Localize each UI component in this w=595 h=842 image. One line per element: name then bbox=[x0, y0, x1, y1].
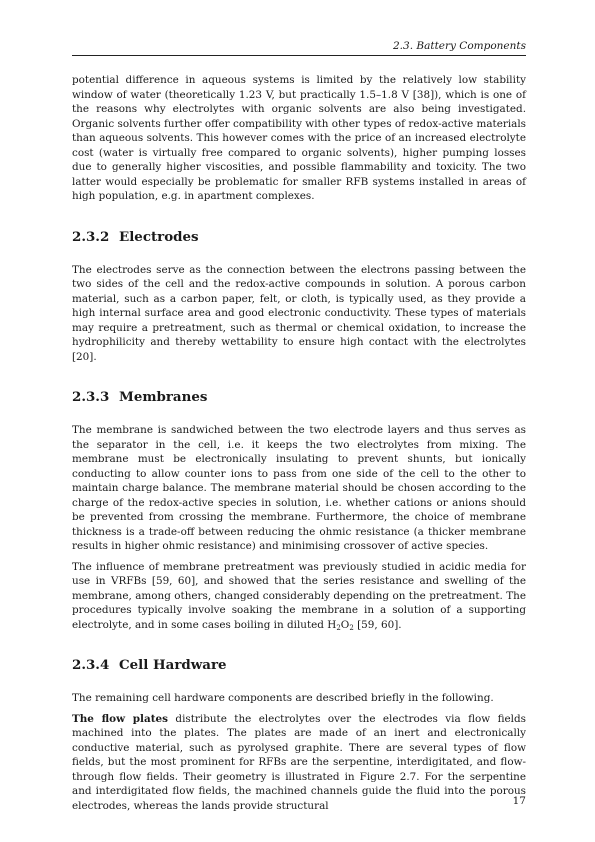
paragraph-text: [59, 60]. bbox=[353, 618, 402, 631]
formula-subscript: 2 bbox=[349, 623, 354, 632]
section-number: 2.3.4 bbox=[72, 657, 110, 673]
formula-subscript: 2 bbox=[336, 623, 341, 632]
formula-element: O bbox=[340, 618, 350, 631]
section-number: 2.3.2 bbox=[72, 228, 110, 245]
bold-lead-in: The flow plates bbox=[72, 712, 168, 725]
section-heading-cell-hardware bbox=[72, 657, 526, 673]
intro-paragraph: potential difference in aqueous systems is limited by the relatively low stability window of water (theoretically 1.23 V, but practically 1.5–1.8 V [38]), which is one of the reasons why electrolytes with organic solvents are also being investigated. Organic solvents further offer compatibility with other types of redox-active materials than aqueous solvents. This however comes with the price of an increased electrolyte cost (water is virtually free compared to organic solvents), higher pumping losses due to generally higher viscosities, and possible flammability and toxicity. The two latter would especially be problematic for smaller RFB systems installed in areas of high population, e.g. in apartment complexes. bbox=[72, 74, 526, 202]
section-heading-membranes bbox=[72, 389, 526, 405]
membranes-paragraph-2 bbox=[72, 560, 526, 633]
paragraph-text: distribute the electrolytes over the electrodes via flow fields machined into the plates. The plates are made of an inert and electronically conductive material, such as pyrolysed graphite. There are several types of flow fields, but the most prominent for RFBs are the serpentine, interdigitated, and flow-through flow fields. Their geometry is illustrated in Figure 2.7. For the serpentine and interdigitated flow fields, the machined channels guide the fluid into the porous electrodes, whereas the lands provide structural bbox=[72, 712, 526, 812]
cell-hardware-paragraph-1: The remaining cell hardware components are described briefly in the following. bbox=[72, 692, 494, 704]
section-title: Electrodes bbox=[119, 228, 199, 245]
section-number: 2.3.3 bbox=[72, 389, 110, 405]
page-number: 17 bbox=[512, 795, 526, 807]
cell-hardware-paragraph-2 bbox=[72, 712, 526, 814]
section-title: Membranes bbox=[119, 389, 208, 405]
paragraph-text: The influence of membrane pretreatment was previously studied in acidic media for use in VRFBs [59, 60], and showed that the series resistance and swelling of the membrane, among others, changed considerably depending on the pretreatment. The procedures typically involve soaking the membrane in a solution of a supporting electrolyte, and in some cases boiling in diluted bbox=[72, 560, 526, 631]
electrodes-paragraph: The electrodes serve as the connection between the electrons passing between the two sides of the cell and the redox-active compounds in solution. A porous carbon material, such as a carbon paper, felt, or cloth, is typically used, as they provide a high internal surface area and good electronic conductivity. These types of materials may require a pretreatment, such as thermal or chemical oxidation, to increase the hydrophilicity and thereby wettability to ensure high contact with the electrolytes [20]. bbox=[72, 263, 526, 363]
section-title: Cell Hardware bbox=[119, 657, 227, 673]
formula-element: H bbox=[327, 618, 337, 631]
section-heading-electrodes bbox=[72, 229, 526, 245]
chemical-formula bbox=[327, 619, 354, 631]
page-body bbox=[72, 73, 526, 819]
header-rule bbox=[72, 55, 526, 56]
running-header: 2.3. Battery Components bbox=[393, 40, 526, 52]
membranes-paragraph-1: The membrane is sandwiched between the two electrode layers and thus serves as the separator in the cell, i.e. it keeps the two electrolytes from mixing. The membrane must be electronically insulating to prevent shunts, but ionically conducting to allow counter ions to pass from one side of the cell to the other to maintain charge balance. The membrane material should be chosen according to the charge of the redox-active species in solution, i.e. whether cations or anions should be prevented from crossing the membrane. Furthermore, the choice of membrane thickness is a trade-off between reducing the ohmic resistance (a thicker membrane results in higher ohmic resistance) and minimising crossover of active species. bbox=[72, 424, 526, 552]
